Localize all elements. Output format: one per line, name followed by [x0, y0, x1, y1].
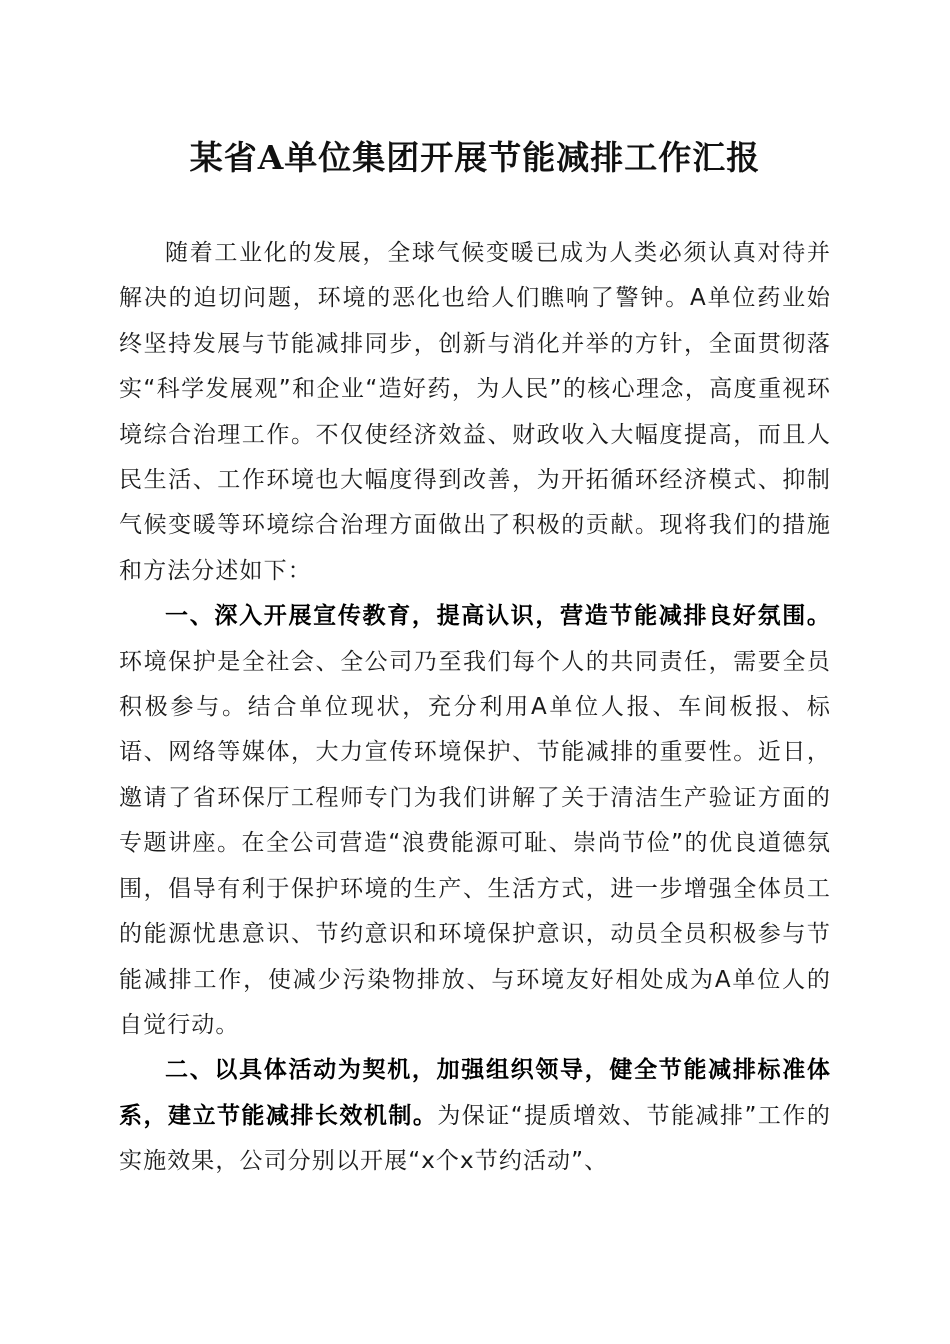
section-two-paragraph [119, 1048, 831, 1184]
paragraph-text: 随着工业化的发展，全球气候变暖已成为人类必须认真对待并解决的迫切问题，环境的恶化也给人们瞧响了警钟。A单位药业始终坚持发展与节能减排同步，创新与消化并举的方针，全面贯彻落实“科学发展观”和企业“造好药，为人民”的核心理念，高度重视环境综合治理工作。不仅使经济效益、财政收入大幅度提高，而且人民生活、工作环境也大幅度得到改善，为开拓循环经济模式、抑制气候变暖等环境综合治理方面做出了积极的贡献。现将我们的措施和方法分述如下： [119, 240, 831, 584]
document-body [119, 231, 831, 1185]
section-two-heading: 二、以具体活动为契机，加强组织领导，健全节能减排标准体系，建立节能减排长效机制。 [119, 1057, 831, 1129]
section-one-text: 环境保护是全社会、全公司乃至我们每个人的共同责任，需要全员积极参与。结合单位现状，充分利用A单位人报、车间板报、标语、网络等媒体，大力宣传环境保护、节能减排的重要性。近日，邀请了省环保厅工程师专门为我们讲解了关于清洁生产验证方面的专题讲座。在全公司营造“浪费能源可耻、崇尚节俭”的优良道德氛围，倡导有利于保护环境的生产、生活方式，进一步增强全体员工的能源忧患意识、节约意识和环境保护意识，动员全员积极参与节能减排工作，使减少污染物排放、与环境友好相处成为A单位人的自觉行动。 [119, 648, 831, 1038]
section-one-heading: 一、深入开展宣传教育，提高认识，营造节能减排良好氛围。 [165, 603, 831, 630]
section-one-paragraph [119, 594, 831, 1048]
intro-paragraph [119, 231, 831, 594]
document-title: 某省A单位集团开展节能减排工作汇报 [189, 138, 761, 177]
section-two-text: 为保证“提质增效、节能减排”工作的实施效果，公司分别以开展“x个x节约活动”、 [119, 1102, 831, 1175]
